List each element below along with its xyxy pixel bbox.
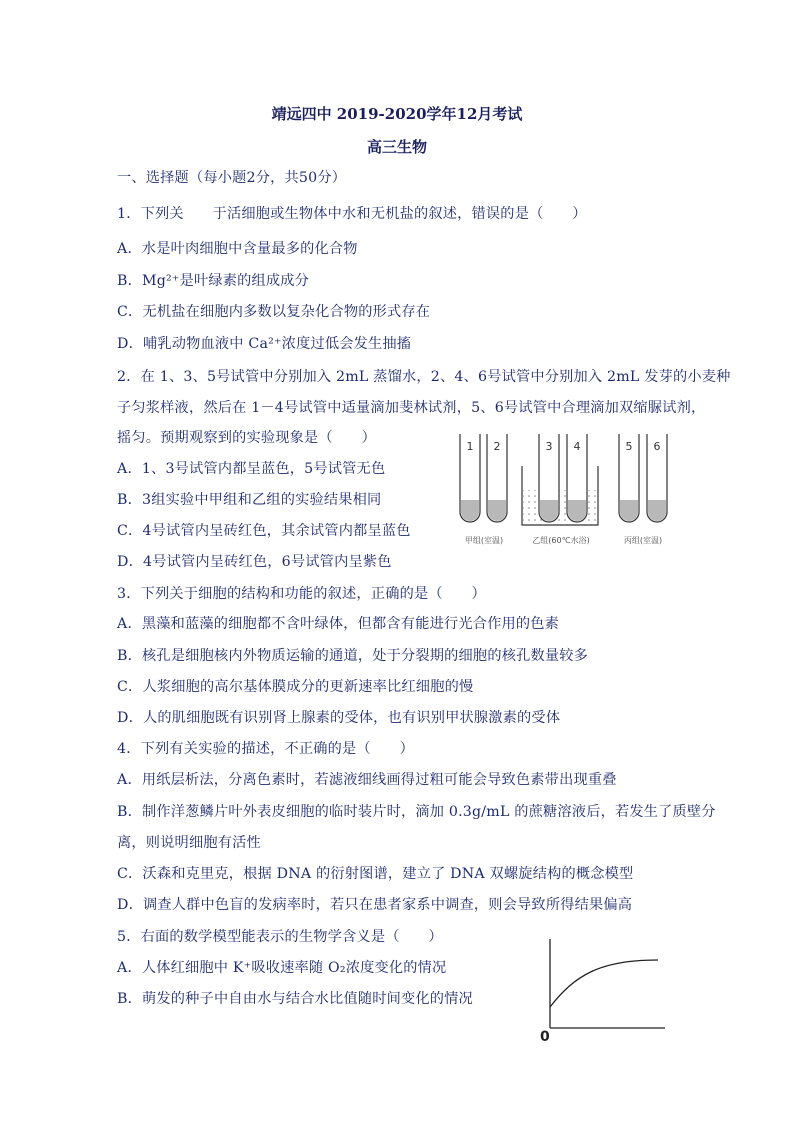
question-2-stem-line-3: 摇匀。预期观察到的实验现象是（ ）	[117, 430, 376, 446]
tube-label-5: 5	[625, 440, 633, 453]
question-5-option-b: B．萌发的种子中自由水与结合水比值随时间变化的情况	[117, 991, 473, 1007]
question-4-option-c: C．沃森和克里克，根据 DNA 的衍射图谱，建立了 DNA 双螺旋结构的概念模型	[117, 866, 634, 882]
question-2-option-b: B．3组实验中甲组和乙组的实验结果相同	[117, 492, 382, 508]
question-2-stem-line-2: 子匀浆样液，然后在 1－4号试管中适量滴加斐林试剂，5、6号试管中合理滴加双缩脲试剂，	[117, 400, 706, 416]
group-label-jia: 甲组(室温)	[464, 536, 504, 545]
question-1-option-c: C．无机盐在细胞内多数以复杂化合物的形式存在	[117, 304, 431, 320]
question-2-option-c: C．4号试管内呈砖红色，其余试管内都呈蓝色	[117, 523, 411, 539]
question-5-stem: 5．右面的数学模型能表示的生物学含义是（ ）	[117, 929, 443, 945]
question-5-option-a: A．人体红细胞中 K⁺吸收速率随 O₂浓度变化的情况	[117, 960, 447, 976]
question-4-option-b-line-2: 离，则说明细胞有活性	[117, 835, 261, 851]
group-label-bing: 丙组(室温)	[623, 536, 663, 545]
question-4-stem: 4．下列有关实验的描述，不正确的是（ ）	[117, 741, 414, 757]
question-3-option-d: D．人的肌细胞既有识别肾上腺素的受体，也有识别甲状腺激素的受体	[117, 710, 561, 726]
exam-subtitle: 高三生物	[366, 138, 427, 156]
group-label-yi: 乙组(60℃水浴)	[532, 536, 590, 545]
tube-label-1: 1	[466, 440, 474, 453]
tube-label-3: 3	[545, 440, 553, 453]
question-3-option-c: C．人浆细胞的高尔基体膜成分的更新速率比红细胞的慢	[117, 679, 474, 695]
exam-title: 靖远四中 2019-2020学年12月考试	[271, 105, 523, 123]
question-1-option-d: D．哺乳动物血液中 Ca²⁺浓度过低会发生抽搐	[117, 336, 412, 352]
question-4-option-b-line-1: B．制作洋葱鳞片叶外表皮细胞的临时装片时，滴加 0.3g/mL 的蔗糖溶液后，若发生了质壁分	[117, 804, 716, 820]
question-2-stem-line-1: 2．在 1、3、5号试管中分别加入 2mL 蒸馏水，2、4、6号试管中分别加入 2mL 发芽的小麦种	[117, 369, 731, 385]
tube-label-2: 2	[493, 440, 501, 453]
question-3-option-b: B．核孔是细胞核内外物质运输的通道，处于分裂期的细胞的核孔数量较多	[117, 648, 589, 664]
question-2-option-d: D．4号试管内呈砖红色，6号试管内呈紫色	[117, 554, 392, 570]
question-1-option-b: B．Mg²⁺是叶绿素的组成成分	[117, 273, 310, 289]
question-4-option-d: D．调查人群中色盲的发病率时，若只在患者家系中调查，则会导致所得结果偏高	[117, 897, 633, 913]
question-1-stem: 1．下列关 于活细胞或生物体中水和无机盐的叙述，错误的是（ ）	[117, 206, 587, 222]
question-2-option-a: A．1、3号试管内都呈蓝色，5号试管无色	[117, 461, 386, 477]
tube-label-6: 6	[653, 440, 661, 453]
graph-curve	[550, 960, 658, 1007]
tube-label-4: 4	[573, 440, 581, 453]
question-3-stem: 3．下列关于细胞的结构和功能的叙述，正确的是（ ）	[117, 586, 486, 602]
math-model-graph	[530, 935, 670, 1045]
question-4-option-a: A．用纸层析法，分离色素时，若滤液细线画得过粗可能会导致色素带出现重叠	[117, 772, 617, 788]
question-3-option-a: A．黑藻和蓝藻的细胞都不含叶绿体，但都含有能进行光合作用的色素	[117, 616, 560, 632]
graph-origin-label: 0	[540, 1029, 550, 1045]
question-1-option-a: A．水是叶肉细胞中含量最多的化合物	[117, 241, 358, 257]
section-heading: 一、选择题（每小题2分，共50分）	[117, 170, 347, 186]
test-tube-figure	[455, 428, 680, 553]
